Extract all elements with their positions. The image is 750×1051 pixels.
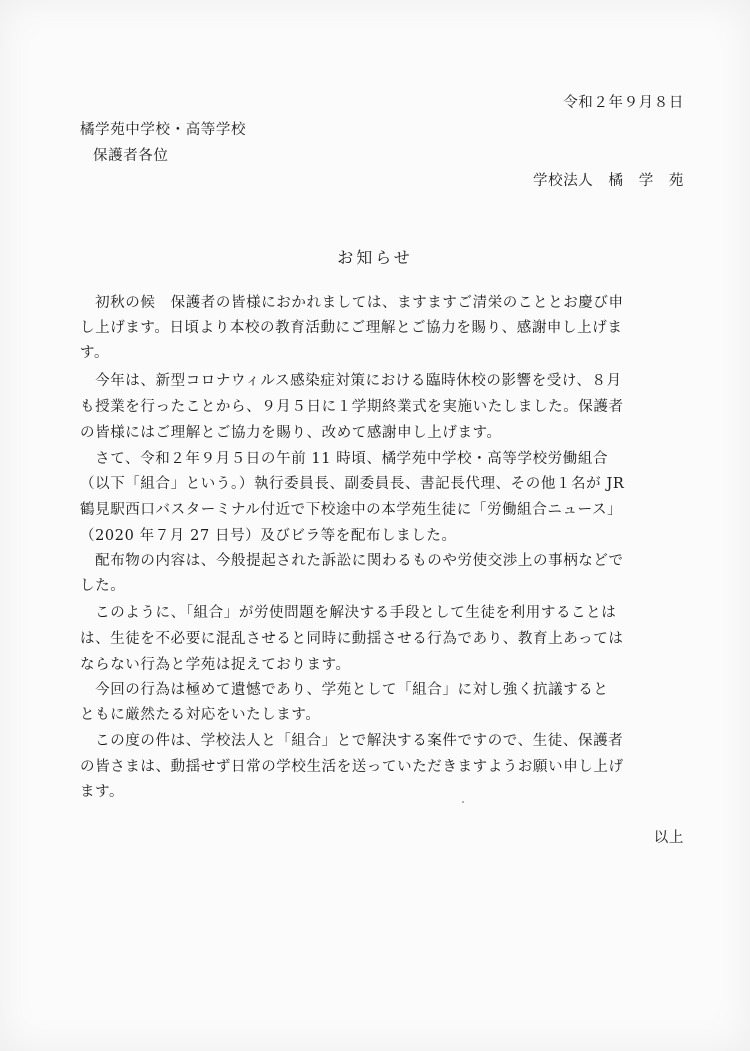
recipient-parents: 保護者各位 bbox=[93, 148, 169, 164]
body-line: さて、令和２年９月５日の午前 11 時頃、橘学苑中学校・高等学校労働組合 bbox=[80, 451, 609, 467]
body-line: 今年は、新型コロナウィルス感染症対策における臨時休校の影響を受け、８月 bbox=[80, 373, 622, 389]
closing-text: 以上 bbox=[653, 830, 684, 846]
letter-date: 令和２年９月８日 bbox=[563, 95, 684, 111]
sender-name: 学校法人 橘 学 苑 bbox=[533, 173, 684, 189]
body-line: の皆さまは、動揺せず日常の学校生活を送っていただきますようお願い申し上げ bbox=[80, 759, 624, 775]
body-line: ともに厳然たる対応をいたします。 bbox=[80, 707, 321, 723]
body-line: この度の件は、学校法人と「組合」とで解決する案件ですので、生徒、保護者 bbox=[80, 733, 624, 749]
body-line: 配布物の内容は、今般提起された訴訟に関わるものや労使交渉上の事柄などで bbox=[80, 553, 624, 569]
body-line: 鶴見駅西口バスターミナル付近で下校途中の本学苑生徒に「労働組合ニュース」 bbox=[80, 502, 623, 518]
paper-speck bbox=[462, 801, 464, 803]
recipient-school: 橘学苑中学校・高等学校 bbox=[80, 122, 247, 138]
body-line: （2020 年７月 27 日号）及びビラ等を配布しました。 bbox=[80, 528, 457, 544]
body-line: は、生徒を不必要に混乱させると同時に動揺させる行為であり、教育上あっては bbox=[80, 631, 624, 647]
body-line: した。 bbox=[80, 578, 126, 594]
body-line: す。 bbox=[80, 345, 110, 361]
body-line: ならない行為と学苑は捉えております。 bbox=[80, 657, 351, 673]
body-line: 今回の行為は極めて遺憾であり、学苑として「組合」に対し強く抗議すると bbox=[80, 682, 609, 698]
body-line: ます。 bbox=[80, 784, 125, 800]
body-line: （以下「組合」という。）執行委員長、副委員長、書記長代理、その他１名が JR bbox=[80, 476, 625, 492]
body-line: の皆様にはご理解とご協力を賜り、改めて感謝申し上げます。 bbox=[80, 425, 502, 441]
notice-title: お知らせ bbox=[337, 248, 413, 267]
body-line: も授業を行ったことから、９月５日に１学期終業式を実施いたしました。保護者 bbox=[80, 399, 624, 415]
body-line: 初秋の候 保護者の皆様におかれましては、ますますご清栄のこととお慶び申 bbox=[80, 295, 624, 311]
body-line: このように、「組合」が労使問題を解決する手段として生徒を利用することは bbox=[80, 605, 617, 621]
body-line: し上げます。日頃より本校の教育活動にご理解とご協力を賜り、感謝申し上げま bbox=[80, 320, 623, 336]
